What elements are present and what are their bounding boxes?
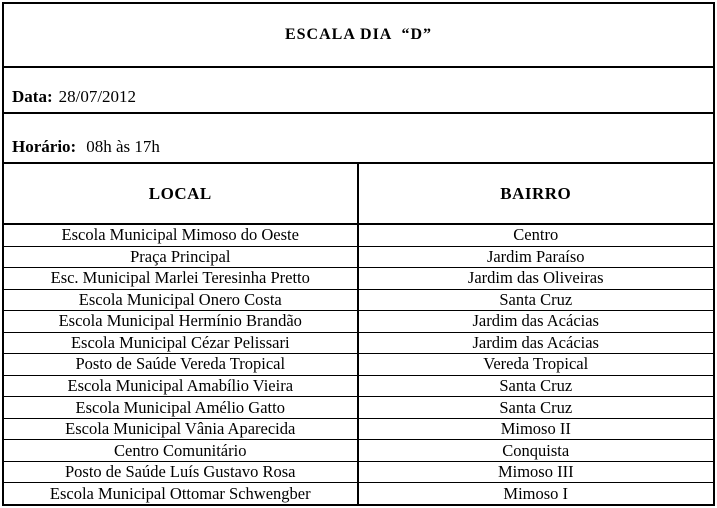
table-row: [4, 462, 713, 484]
bairro-cell: Santa Cruz: [499, 397, 573, 417]
time-row: [4, 114, 713, 164]
local-cell: Escola Municipal Vânia Aparecida: [4, 419, 359, 440]
table-row: [4, 268, 713, 290]
local-cell: Escola Municipal Cézar Pelissari: [4, 333, 359, 354]
table-row: [4, 225, 713, 247]
bairro-cell: Santa Cruz: [499, 289, 573, 309]
page-title: ESCALA DIA “D”: [284, 26, 433, 43]
bairro-cell: Conquista: [502, 440, 570, 460]
date-value: 28/07/2012: [58, 87, 137, 106]
bairro-cell: Mimoso II: [500, 419, 571, 439]
table-body: [4, 225, 713, 504]
table-row: [4, 483, 713, 504]
local-cell: Escola Municipal Ottomar Schwengber: [4, 483, 359, 504]
table-row: [4, 397, 713, 419]
table-row: [4, 376, 713, 398]
local-cell: Posto de Saúde Luís Gustavo Rosa: [4, 462, 359, 483]
bairro-cell: Jardim das Oliveiras: [467, 268, 604, 288]
bairro-cell: Jardim das Acácias: [472, 311, 599, 331]
bairro-cell: Centro: [513, 225, 559, 245]
bairro-cell: Jardim Paraíso: [486, 246, 585, 266]
date-label: Data:: [12, 87, 53, 106]
table-row: [4, 333, 713, 355]
column-header-local: LOCAL: [4, 164, 359, 223]
table-row: [4, 419, 713, 441]
date-row: [4, 68, 713, 114]
table-row: [4, 354, 713, 376]
table-row: [4, 247, 713, 269]
table-row: [4, 440, 713, 462]
local-cell: Praça Principal: [4, 247, 359, 268]
bairro-cell: Mimoso III: [497, 462, 574, 482]
local-cell: Escola Municipal Amabílio Vieira: [4, 376, 359, 397]
table-row: [4, 311, 713, 333]
time-value: 08h às 17h: [86, 137, 160, 156]
local-cell: Escola Municipal Amélio Gatto: [4, 397, 359, 418]
schedule-table: [2, 2, 715, 506]
table-row: [4, 290, 713, 312]
bairro-cell: Mimoso I: [503, 483, 569, 503]
local-cell: Posto de Saúde Vereda Tropical: [4, 354, 359, 375]
table-header-row: [4, 164, 713, 225]
local-cell: Escola Municipal Mimoso do Oeste: [4, 225, 359, 246]
bairro-cell: Jardim das Acácias: [472, 332, 599, 352]
bairro-cell: Vereda Tropical: [483, 354, 589, 374]
bairro-cell: Santa Cruz: [499, 375, 573, 395]
local-cell: Escola Municipal Onero Costa: [4, 290, 359, 311]
local-cell: Centro Comunitário: [4, 440, 359, 461]
local-cell: Esc. Municipal Marlei Teresinha Pretto: [4, 268, 359, 289]
local-cell: Escola Municipal Hermínio Brandão: [4, 311, 359, 332]
column-header-bairro: BAIRRO: [500, 183, 572, 203]
time-label: Horário:: [12, 137, 77, 156]
title-row: [4, 4, 713, 68]
